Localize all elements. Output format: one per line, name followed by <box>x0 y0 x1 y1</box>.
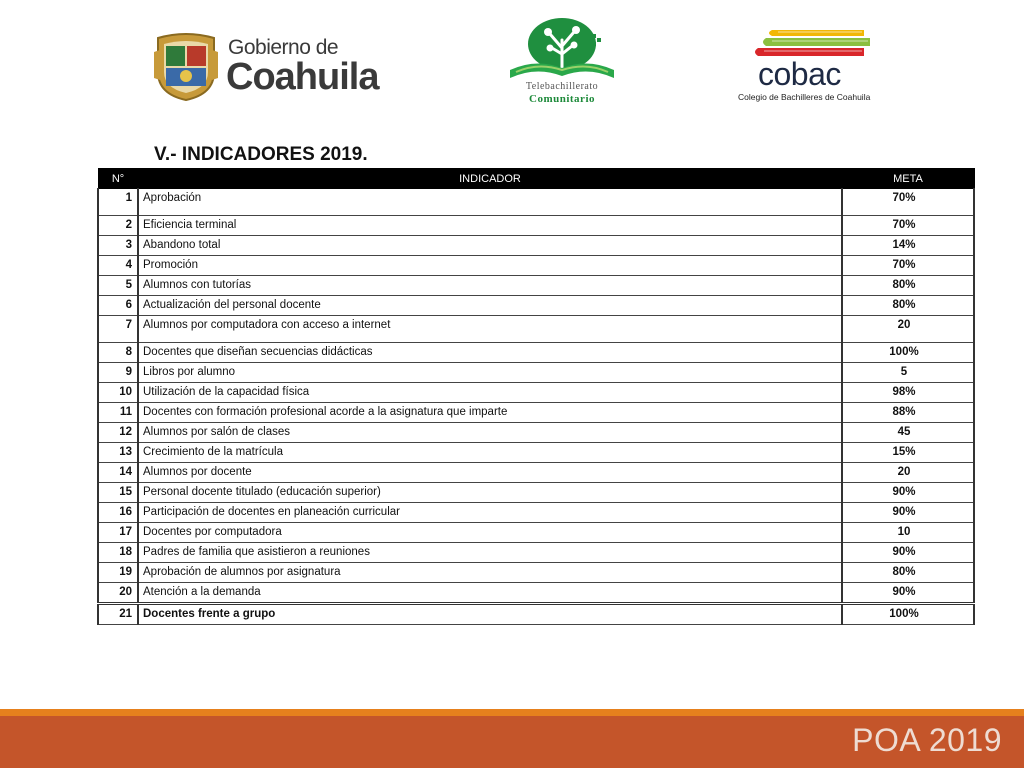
row-number: 6 <box>98 296 138 316</box>
row-meta-value: 70% <box>892 259 916 271</box>
row-indicator: Eficiencia terminal <box>138 216 842 236</box>
row-indicator: Personal docente titulado (educación superior) <box>138 483 842 503</box>
table-row <box>98 256 974 276</box>
row-meta-value: 70% <box>892 219 916 231</box>
table-row <box>98 383 974 403</box>
cobac-logo <box>738 26 894 106</box>
section-title: V.- INDICADORES 2019. <box>154 144 368 165</box>
row-meta <box>842 363 974 383</box>
row-indicator: Participación de docentes en planeación curricular <box>138 503 842 523</box>
row-meta <box>842 443 974 463</box>
row-meta-value: 15% <box>892 446 916 458</box>
row-meta-value: 20 <box>897 466 911 478</box>
row-meta-value: 100% <box>889 608 919 620</box>
table-row <box>98 503 974 523</box>
row-meta <box>842 236 974 256</box>
row-indicator: Utilización de la capacidad física <box>138 383 842 403</box>
row-number: 20 <box>98 583 138 604</box>
row-number: 9 <box>98 363 138 383</box>
row-indicator: Alumnos con tutorías <box>138 276 842 296</box>
row-meta <box>842 463 974 483</box>
row-indicator: Abandono total <box>138 236 842 256</box>
row-meta <box>842 423 974 443</box>
table-row <box>98 343 974 363</box>
row-meta <box>842 316 974 343</box>
row-meta <box>842 296 974 316</box>
table-row <box>98 443 974 463</box>
row-meta-value: 90% <box>892 546 916 558</box>
row-indicator: Atención a la demanda <box>138 583 842 604</box>
row-indicator: Docentes frente a grupo <box>138 604 842 625</box>
row-meta <box>842 343 974 363</box>
row-meta <box>842 383 974 403</box>
row-meta <box>842 503 974 523</box>
row-number: 3 <box>98 236 138 256</box>
table-row <box>98 403 974 423</box>
row-meta <box>842 563 974 583</box>
row-meta-value: 14% <box>892 239 916 251</box>
table-row <box>98 604 974 625</box>
row-meta <box>842 483 974 503</box>
row-meta-value: 88% <box>892 406 916 418</box>
telebachillerato-logo <box>500 18 624 106</box>
footer-accent-bar <box>0 709 1024 716</box>
header-num: N° <box>98 169 138 189</box>
row-meta <box>842 543 974 563</box>
row-number: 1 <box>98 189 138 216</box>
row-indicator: Padres de familia que asistieron a reuniones <box>138 543 842 563</box>
row-indicator: Aprobación <box>138 189 842 216</box>
row-number: 7 <box>98 316 138 343</box>
row-indicator: Actualización del personal docente <box>138 296 842 316</box>
header-indicator: INDICADOR <box>138 169 842 189</box>
row-meta <box>842 276 974 296</box>
header-meta: META <box>842 169 974 189</box>
row-number: 4 <box>98 256 138 276</box>
row-indicator: Promoción <box>138 256 842 276</box>
row-meta-value: 90% <box>892 586 916 598</box>
row-meta-value: 80% <box>892 299 916 311</box>
gobierno-coahuila-logo <box>152 30 384 102</box>
row-number: 2 <box>98 216 138 236</box>
row-indicator: Aprobación de alumnos por asignatura <box>138 563 842 583</box>
table-row <box>98 523 974 543</box>
indicators-table <box>97 168 975 625</box>
table-row <box>98 189 974 216</box>
coahuila-line2: Coahuila <box>226 56 379 98</box>
row-meta <box>842 403 974 423</box>
cobac-subtitle: Colegio de Bachilleres de Coahuila <box>738 92 871 102</box>
row-indicator: Alumnos por computadora con acceso a internet <box>138 316 842 343</box>
table-row <box>98 463 974 483</box>
row-number: 12 <box>98 423 138 443</box>
row-meta <box>842 216 974 236</box>
row-number: 15 <box>98 483 138 503</box>
book-stack-icon <box>752 26 870 60</box>
table-row <box>98 563 974 583</box>
row-meta-value: 90% <box>892 506 916 518</box>
table-row <box>98 216 974 236</box>
table-header-row <box>98 169 974 189</box>
row-meta-value: 98% <box>892 386 916 398</box>
table-row <box>98 316 974 343</box>
row-meta-value: 80% <box>892 279 916 291</box>
row-number: 16 <box>98 503 138 523</box>
telebachillerato-line1: Telebachillerato <box>525 81 599 92</box>
row-indicator: Crecimiento de la matrícula <box>138 443 842 463</box>
coahuila-shield-icon <box>152 32 220 102</box>
table-row <box>98 583 974 604</box>
table-row <box>98 543 974 563</box>
row-meta-value: 10 <box>897 526 911 538</box>
footer-label: POA 2019 <box>852 722 1002 758</box>
table-row <box>98 423 974 443</box>
row-number: 18 <box>98 543 138 563</box>
cobac-wordmark: cobac <box>758 56 841 92</box>
row-number: 10 <box>98 383 138 403</box>
row-meta <box>842 604 974 625</box>
row-number: 13 <box>98 443 138 463</box>
row-indicator: Alumnos por salón de clases <box>138 423 842 443</box>
row-number: 17 <box>98 523 138 543</box>
row-number: 19 <box>98 563 138 583</box>
row-number: 21 <box>98 604 138 625</box>
row-meta-value: 70% <box>892 192 916 204</box>
row-indicator: Docentes con formación profesional acorde a la asignatura que imparte <box>138 403 842 423</box>
row-meta-value: 5 <box>900 366 908 378</box>
table-row <box>98 483 974 503</box>
tree-book-icon <box>504 18 620 82</box>
row-meta <box>842 189 974 216</box>
telebachillerato-line2: Comunitario <box>529 93 595 105</box>
row-indicator: Alumnos por docente <box>138 463 842 483</box>
row-meta-value: 45 <box>897 426 911 438</box>
row-indicator: Libros por alumno <box>138 363 842 383</box>
coahuila-line1: Gobierno de <box>228 36 339 59</box>
row-meta-value: 80% <box>892 566 916 578</box>
row-number: 11 <box>98 403 138 423</box>
row-meta-value: 100% <box>889 346 919 358</box>
table-row <box>98 276 974 296</box>
row-number: 8 <box>98 343 138 363</box>
row-number: 14 <box>98 463 138 483</box>
row-meta <box>842 523 974 543</box>
row-meta <box>842 256 974 276</box>
row-indicator: Docentes que diseñan secuencias didácticas <box>138 343 842 363</box>
row-meta-value: 20 <box>897 319 911 331</box>
row-indicator: Docentes por computadora <box>138 523 842 543</box>
table-row <box>98 296 974 316</box>
table-row <box>98 236 974 256</box>
row-number: 5 <box>98 276 138 296</box>
row-meta-value: 90% <box>892 486 916 498</box>
table-row <box>98 363 974 383</box>
row-meta <box>842 583 974 604</box>
